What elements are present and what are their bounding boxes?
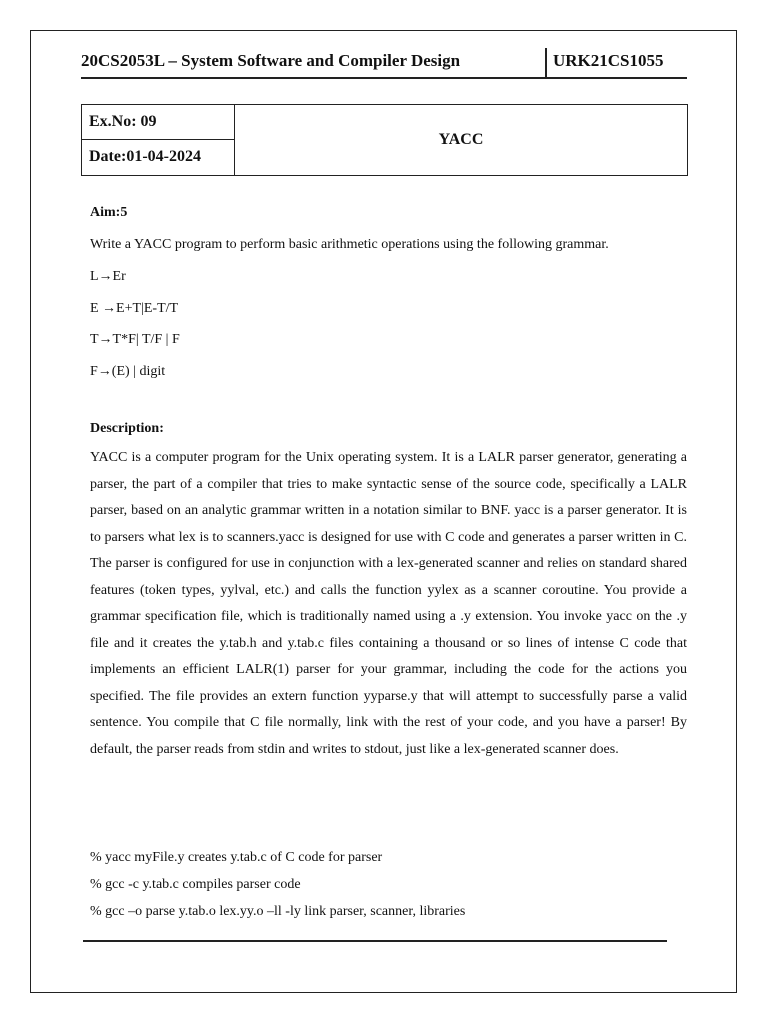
exercise-info-cell bbox=[82, 105, 235, 175]
header-rule bbox=[81, 77, 687, 79]
command-line: % yacc myFile.y creates y.tab.c of C code for parser bbox=[90, 850, 383, 865]
footer-rule bbox=[83, 940, 667, 942]
aim-text: Write a YACC program to perform basic arithmetic operations using the following grammar. bbox=[90, 237, 609, 252]
table-row-divider bbox=[82, 139, 234, 140]
exercise-date: Date:01-04-2024 bbox=[89, 148, 201, 165]
grammar-rule: F→(E) | digit bbox=[90, 364, 166, 379]
course-title: 20CS2053L – System Software and Compiler Design bbox=[81, 51, 461, 70]
description-heading: Description: bbox=[90, 421, 164, 436]
roll-number: URK21CS1055 bbox=[553, 51, 664, 70]
exercise-title: YACC bbox=[438, 131, 484, 148]
page-header bbox=[81, 48, 687, 78]
grammar-rule: E →E+T|E-T/T bbox=[90, 301, 179, 316]
exercise-number: Ex.No: 09 bbox=[89, 113, 157, 130]
command-line: % gcc –o parse y.tab.o lex.yy.o –ll -ly link parser, scanner, libraries bbox=[90, 904, 466, 919]
command-line: % gcc -c y.tab.c compiles parser code bbox=[90, 877, 301, 892]
grammar-rule: T→T*F| T/F | F bbox=[90, 332, 180, 347]
aim-heading: Aim:5 bbox=[90, 205, 128, 220]
description-body: YACC is a computer program for the Unix operating system. It is a LALR parser generator, generating a parser, the part of a compiler that tries to make syntactic sense of the source code, specifically a LALR parser, based on an analytic grammar written in a notation similar to BNF. yacc is a parser generator. It is to parsers what lex is to scanners.yacc is designed for use with C code and generates a parser written in C. The parser is configured for use in conjunction with a lex-generated scanner and relies on standard shared features (token types, yylval, etc.) and calls the function yylex as a scanner coroutine. You provide a grammar specification file, which is traditionally named using a .y extension. You invoke yacc on the .y file and it creates the y.tab.h and y.tab.c files containing a thousand or so lines of intense C code that implements an efficient LALR(1) parser for your grammar, including the code for the actions you specified. The file provides an extern function yyparse.y that will attempt to successfully parse a valid sentence. You compile that C file normally, link with the rest of your code, and you have a parser! By default, the parser reads from stdin and writes to stdout, just like a lex-generated scanner does. bbox=[90, 450, 687, 757]
header-divider bbox=[545, 48, 547, 78]
exercise-table bbox=[81, 104, 688, 176]
grammar-rule: L→Er bbox=[90, 269, 126, 284]
